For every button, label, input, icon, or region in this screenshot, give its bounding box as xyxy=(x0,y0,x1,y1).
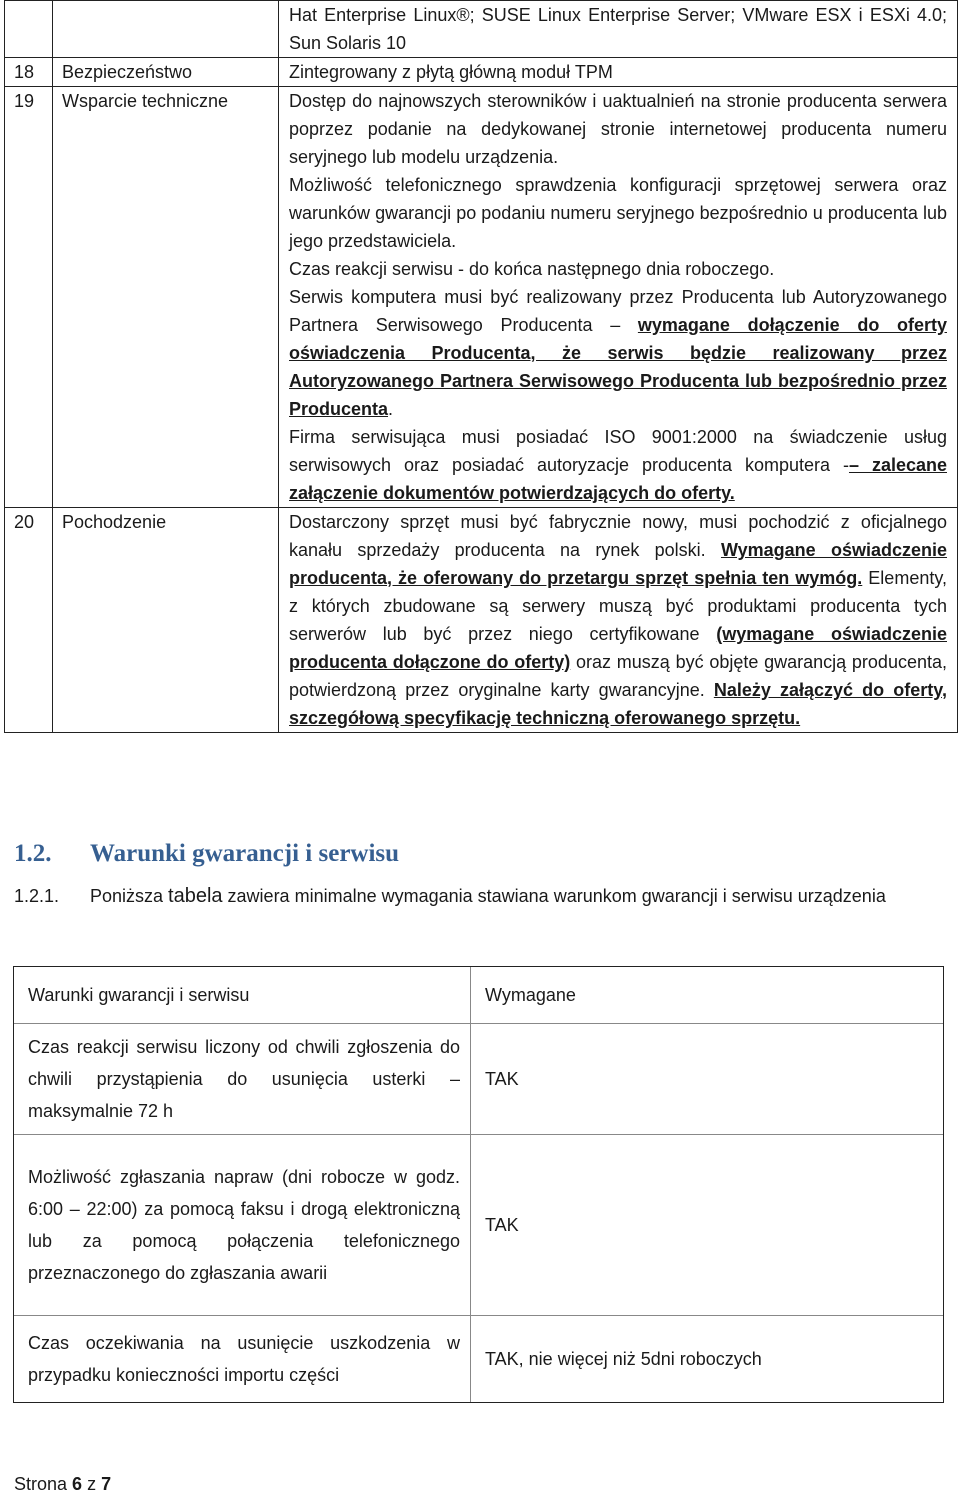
row-number: 18 xyxy=(5,58,53,87)
page-number: 6 xyxy=(72,1474,83,1494)
row-number: 19 xyxy=(5,87,53,508)
table-row xyxy=(5,58,958,87)
text-run: Dostarczony sprzęt musi być fabrycznie nowy, musi pochodzić z oficjalnego kanału sprzedaży producenta na rynek polski. xyxy=(289,512,947,560)
paragraph: Czas reakcji serwisu - do końca następnego dnia roboczego. xyxy=(289,259,775,279)
recommended-statement: – zalecane załączenie dokumentów potwierdzających do oferty. xyxy=(289,455,947,503)
section-heading xyxy=(14,840,399,868)
table-row xyxy=(5,87,958,508)
text-run: tabela xyxy=(168,885,223,907)
text-run: Serwis komputera musi być realizowany przez Producenta lub Autoryzowanego Partnera Serwisowego Producenta – xyxy=(289,287,947,335)
paragraph xyxy=(289,283,947,423)
row-description xyxy=(279,508,958,733)
intro-text xyxy=(90,880,910,912)
intro-paragraph xyxy=(14,880,914,912)
column-header: Warunki gwarancji i serwisu xyxy=(14,967,471,1023)
warranty-condition: Czas oczekiwania na usunięcie uszkodzenia w przypadku konieczności importu części xyxy=(14,1315,471,1402)
paragraph xyxy=(289,423,947,507)
required-statement: Należy załączyć do oferty, szczegółową specyfikację techniczną oferowanego sprzętu. xyxy=(289,680,947,728)
warranty-condition: Możliwość zgłaszania napraw (dni robocze w godz. 6:00 – 22:00) za pomocą faksu i drogą elektroniczną lub za pomocą połączenia telefonicznego przeznaczonego do zgłaszania awarii xyxy=(14,1134,471,1315)
footer-separator: z xyxy=(82,1474,102,1494)
paragraph: Możliwość telefonicznego sprawdzenia konfiguracji sprzętowej serwera oraz warunków gwarancji po podaniu numeru seryjnego bezpośrednio u producenta lub jego przedstawiciela. xyxy=(289,175,947,251)
row-name: Wsparcie techniczne xyxy=(53,87,279,508)
table-row xyxy=(5,508,958,733)
warranty-value: TAK xyxy=(471,1134,943,1315)
page-footer xyxy=(14,1474,111,1495)
text-run: oraz muszą być objęte gwarancją producenta, potwierdzoną przez oryginalne karty gwarancyjne. xyxy=(289,652,947,700)
warranty-value: TAK, nie więcej niż 5dni roboczych xyxy=(471,1315,943,1402)
warranty-table xyxy=(13,966,944,1403)
section-number: 1.2. xyxy=(14,840,52,867)
required-statement: (wymagane oświadczenie producenta dołączone do oferty) xyxy=(289,624,947,672)
text-run: . xyxy=(388,399,394,419)
row-number xyxy=(5,1,53,58)
table-row xyxy=(14,1134,943,1315)
text-run: Firma serwisująca musi posiadać ISO 9001:2000 na świadczenie usług serwisowych oraz posiadać autoryzacje producenta komputera - xyxy=(289,427,947,475)
table-row xyxy=(5,1,958,58)
text-run: Elementy, z których zbudowane są serwery muszą być produktami producenta tych serwerów lub być przez niego certyfikowane xyxy=(289,568,948,644)
spec-table xyxy=(4,0,958,733)
warranty-condition: Czas reakcji serwisu liczony od chwili zgłoszenia do chwili przystąpienia do usunięcia usterki – maksymalnie 72 h xyxy=(14,1023,471,1134)
table-header-row xyxy=(14,967,943,1023)
row-name: Pochodzenie xyxy=(53,508,279,733)
page-total: 7 xyxy=(101,1474,112,1494)
required-statement: wymagane dołączenie do oferty oświadczenia Producenta, że serwis będzie realizowany przez Autoryzowanego Partnera Serwisowego Producenta lub bezpośrednio przez Producenta xyxy=(289,315,947,419)
table-row xyxy=(14,1023,943,1134)
row-description: Hat Enterprise Linux®; SUSE Linux Enterprise Server; VMware ESX i ESXi 4.0; Sun Solaris 10 xyxy=(279,1,958,58)
warranty-value: TAK xyxy=(471,1023,943,1134)
row-number: 20 xyxy=(5,508,53,733)
paragraph: Dostęp do najnowszych sterowników i uaktualnień na stronie producenta serwera poprzez podanie na dedykowanej stronie internetowej producenta numeru seryjnego lub modelu urządzenia. xyxy=(289,91,947,167)
intro-number: 1.2.1. xyxy=(14,886,60,906)
text-run: zawiera minimalne wymagania stawiana warunkom gwarancji i serwisu urządzenia xyxy=(222,886,886,906)
footer-prefix: Strona xyxy=(14,1474,73,1494)
table-row xyxy=(14,1315,943,1402)
column-header: Wymagane xyxy=(485,985,576,1005)
text-run: Poniższa xyxy=(90,886,169,906)
paragraph xyxy=(289,508,947,732)
row-description: Zintegrowany z płytą główną moduł TPM xyxy=(279,58,958,87)
section-title: Warunki gwarancji i serwisu xyxy=(90,840,400,867)
row-description xyxy=(279,87,958,508)
required-statement: Wymagane oświadczenie producenta, że oferowany do przetargu sprzęt spełnia ten wymóg. xyxy=(289,540,948,588)
row-name: Bezpieczeństwo xyxy=(53,58,279,87)
row-name xyxy=(53,1,279,58)
